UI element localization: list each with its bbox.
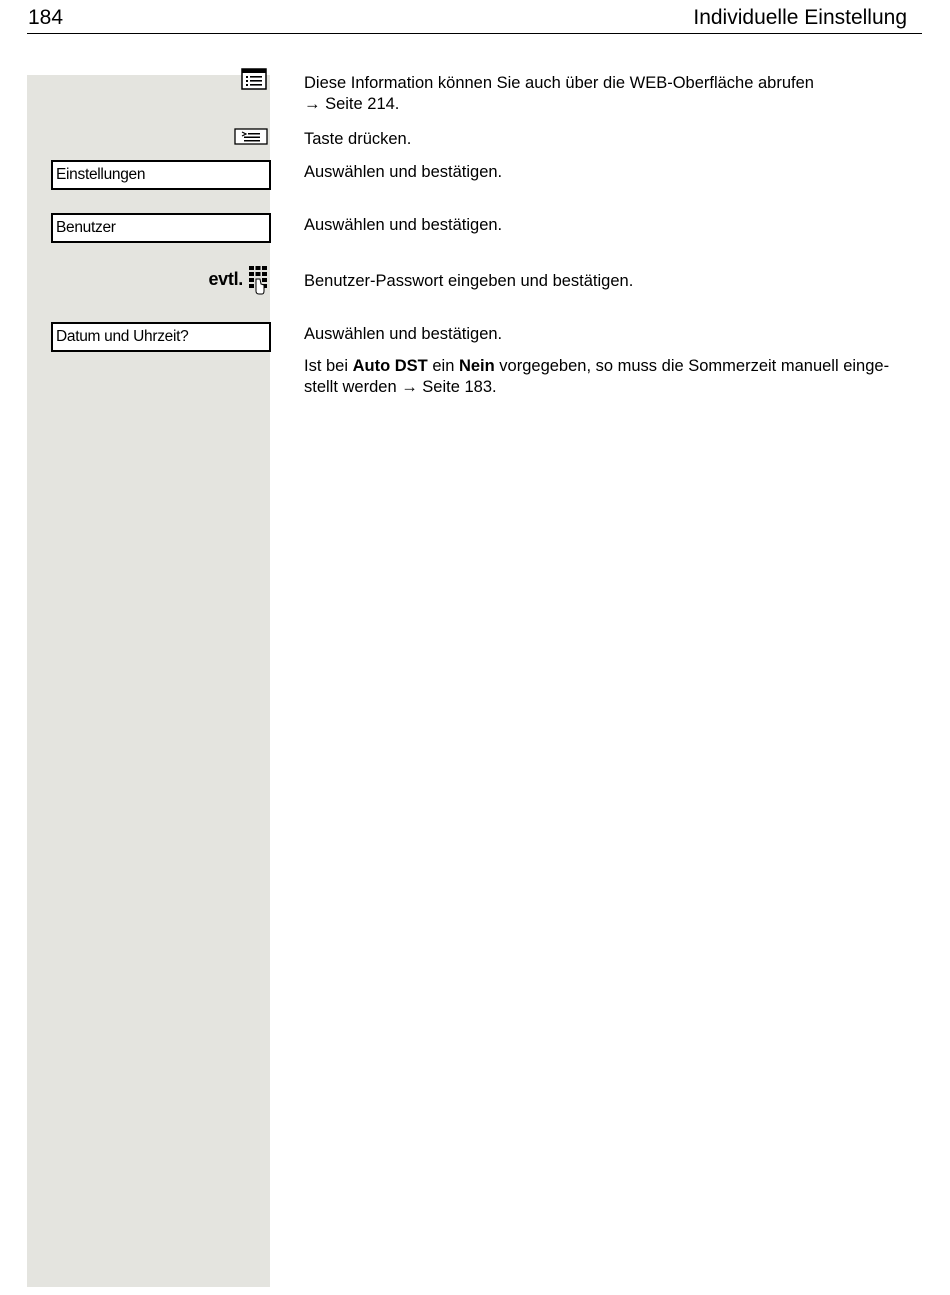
menu-item-einstellungen[interactable]: Einstellungen: [51, 160, 271, 190]
info-list-icon: [241, 68, 267, 90]
page-number: 184: [28, 6, 64, 29]
step-select-einstellungen: Auswählen und bestätigen.: [304, 163, 503, 181]
step-select-benutzer: Auswählen und bestätigen.: [304, 216, 503, 234]
evtl-label: evtl.: [208, 269, 243, 289]
note-line1: [304, 356, 924, 377]
menu-item-datum-uhrzeit[interactable]: Datum und Uhrzeit?: [51, 322, 271, 352]
header-rule: [27, 33, 922, 34]
step-password: Benutzer-Passwort eingeben und bestätigen.: [304, 272, 634, 290]
running-title: Individuelle Einstellung: [693, 6, 907, 29]
note-bold-auto-dst: Auto DST: [352, 357, 428, 375]
note-auto-dst: [304, 356, 924, 398]
step-info-line1: Diese Information können Sie auch über die WEB-Oberfläche abrufen: [304, 74, 814, 92]
note-part2: ein: [427, 357, 459, 375]
menu-key-icon: [234, 128, 268, 145]
menu-item-benutzer[interactable]: Benutzer: [51, 213, 271, 243]
step-info: [304, 73, 924, 115]
sidebar: [27, 75, 270, 1287]
step-info-line2: → Seite 214.: [304, 95, 400, 113]
note-part3: vorgegeben, so muss die Sommerzeit manuell einge-: [494, 357, 890, 375]
note-part1: Ist bei: [304, 357, 353, 375]
step-press-key: Taste drücken.: [304, 130, 412, 148]
step-select-datum: Auswählen und bestätigen.: [304, 325, 503, 343]
keypad-icon: [248, 265, 268, 295]
note-line2: stellt werden → Seite 183.: [304, 378, 497, 396]
note-bold-nein: Nein: [458, 357, 495, 375]
